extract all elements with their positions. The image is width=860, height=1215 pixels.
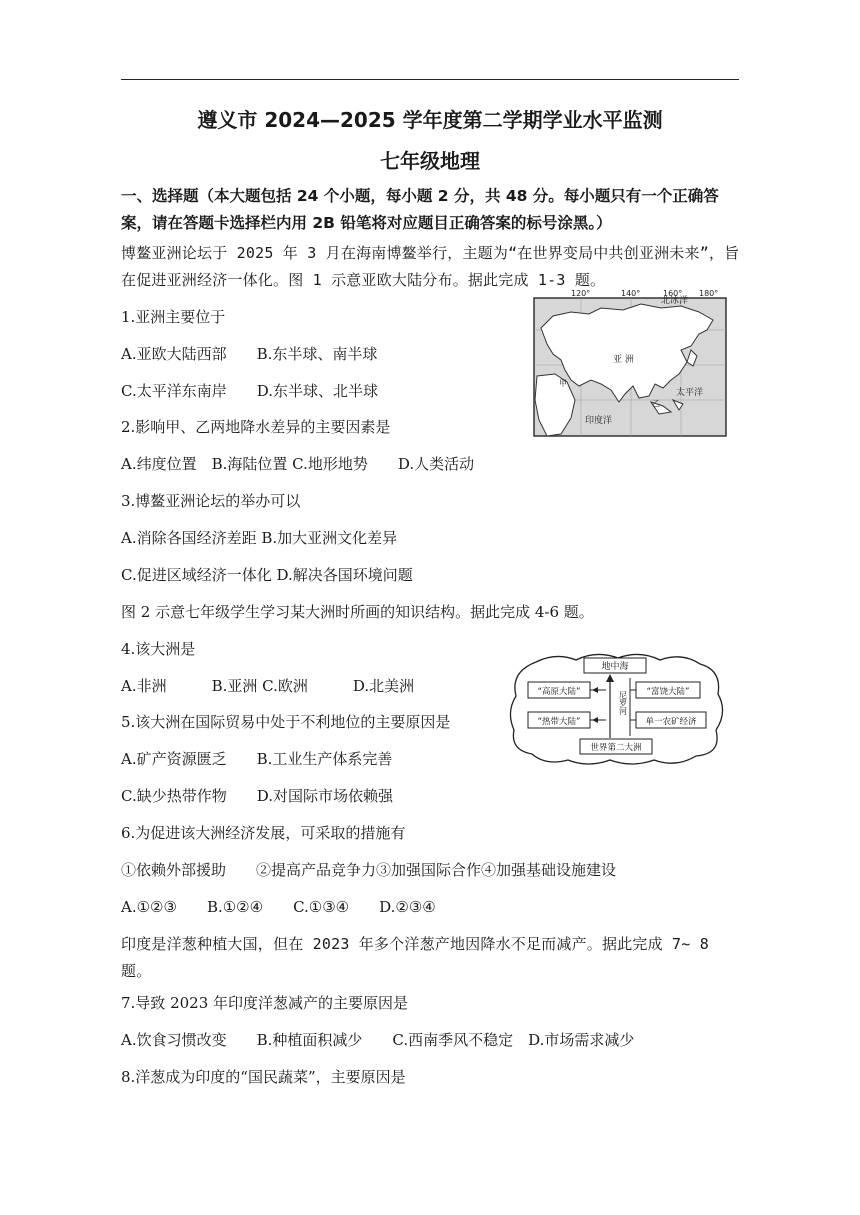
exam-subtitle: 七年级地理 [380, 149, 480, 173]
q6-items: ①依赖外部援助 ②提高产品竞争力③加强国际合作④加强基础设施建设 [121, 861, 617, 879]
arctic-ocean-label: 北冰洋 [661, 296, 689, 306]
river-label: 尼罗河 [618, 691, 628, 715]
lon-label-160: 160° [663, 290, 683, 298]
q3-stem: 3.博鳌亚洲论坛的举办可以 [121, 492, 301, 510]
q1-options-1: A.亚欧大陆西部 B.东半球、南半球 [121, 345, 378, 363]
q5-options-2: C.缺少热带作物 D.对国际市场依赖强 [121, 787, 393, 805]
box-top-label: 地中海 [601, 662, 629, 672]
box-right-bottom-label: 单一农矿经济 [645, 717, 697, 727]
lon-label-180: 180° [699, 290, 719, 298]
q1-stem: 1.亚洲主要位于 [121, 308, 226, 326]
q5-stem: 5.该大洲在国际贸易中处于不利地位的主要原因是 [121, 713, 451, 731]
q6-options: A.①②③ B.①②④ C.①③④ D.②③④ [121, 898, 436, 916]
q1-options-2: C.太平洋东南岸 D.东半球、北半球 [121, 382, 378, 400]
box-left-top-label: “高原大陆” [537, 687, 581, 697]
point-yi-label: 乙 [652, 399, 660, 408]
q3-options-1: A.消除各国经济差距 B.加大亚洲文化差异 [121, 529, 398, 547]
pacific-ocean-label: 太平洋 [676, 388, 704, 398]
box-bottom-label: 世界第二大洲 [590, 743, 642, 753]
intro-3: 印度是洋葱种植大国，但在 2023 年多个洋葱产地因降水不足而减产。据此完成 7~ 8 题。 [121, 935, 709, 980]
q5-options-1: A.矿产资源匮乏 B.工业生产体系完善 [121, 750, 393, 768]
q7-stem: 7.导致 2023 年印度洋葱减产的主要原因是 [121, 994, 409, 1012]
point-jia-label: 甲 [559, 379, 567, 388]
lon-label-120: 120° [571, 290, 591, 298]
q4-options: A.非洲 B.亚洲 C.欧洲 D.北美洲 [121, 677, 415, 695]
exam-title: 遵义市 2024—2025 学年度第二学期学业水平监测 [197, 108, 663, 132]
knowledge-diagram [506, 650, 728, 768]
q4-stem: 4.该大洲是 [121, 640, 196, 658]
q6-stem: 6.为促进该大洲经济发展，可采取的措施有 [121, 824, 406, 842]
lon-label-140: 140° [621, 290, 641, 298]
section-heading: 一、选择题（本大题包括 24 个小题，每小题 2 分，共 48 分。每小题只有一个正确答案，请在答题卡选择栏内用 2B 铅笔将对应题目正确答案的标号涂黑。） [121, 187, 719, 232]
q7-options: A.饮食习惯改变 B.种植面积减少 C.西南季风不稳定 D.市场需求减少 [121, 1031, 635, 1049]
box-left-bottom-label: “热带大陆” [537, 717, 581, 727]
q2-stem: 2.影响甲、乙两地降水差异的主要因素是 [121, 418, 391, 436]
q2-options: A.纬度位置 B.海陆位置 C.地形地势 D.人类活动 [121, 455, 475, 473]
eurasia-map [531, 290, 729, 440]
header-rule [121, 79, 739, 80]
intro-2: 图 2 示意七年级学生学习某大洲时所画的知识结构。据此完成 4-6 题。 [121, 603, 594, 621]
intro-1: 博鳌亚洲论坛于 2025 年 3 月在海南博鳌举行，主题为“在世界变局中共创亚洲未来”，旨在促进亚洲经济一体化。图 1 示意亚欧大陆分布。据此完成 1-3 题。 [121, 244, 740, 289]
indian-ocean-label: 印度洋 [585, 416, 613, 426]
q3-options-2: C.促进区域经济一体化 D.解决各国环境问题 [121, 566, 413, 584]
asia-label: 亚 洲 [613, 355, 634, 365]
q8-stem: 8.洋葱成为印度的“国民蔬菜”，主要原因是 [121, 1068, 406, 1086]
box-right-top-label: “富饶大陆” [646, 687, 690, 697]
